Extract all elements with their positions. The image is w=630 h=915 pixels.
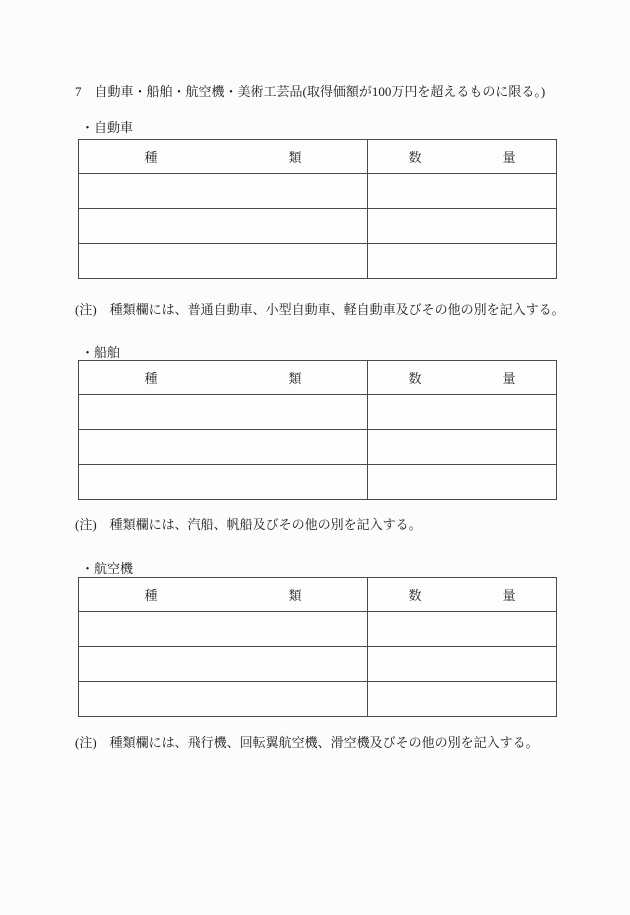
ship-table (78, 360, 557, 500)
subsection-label-automobile: ・自動車 (81, 120, 134, 135)
type-header-chars (79, 368, 367, 387)
type-cell (79, 209, 368, 244)
table-row (79, 465, 557, 500)
quantity-cell (368, 465, 557, 500)
quantity-header-char-left: 数 (408, 371, 422, 386)
quantity-header-char-right: 量 (502, 371, 516, 386)
quantity-header-chars (368, 147, 556, 166)
table-header-row (79, 140, 557, 174)
table-row (79, 174, 557, 209)
type-cell (79, 174, 368, 209)
table-row (79, 682, 557, 717)
type-cell (79, 395, 368, 430)
quantity-header-char-right: 量 (502, 150, 516, 165)
page-heading: 7 自動車・船舶・航空機・美術工芸品(取得価額が100万円を超えるものに限る。) (75, 84, 546, 99)
table-row (79, 244, 557, 279)
column-header-quantity (368, 140, 557, 174)
type-header-char-left: 種 (144, 150, 158, 165)
table-row (79, 430, 557, 465)
table-row (79, 647, 557, 682)
quantity-cell (368, 395, 557, 430)
quantity-header-chars (368, 368, 556, 387)
table-header-row (79, 361, 557, 395)
type-cell (79, 244, 368, 279)
table-row (79, 209, 557, 244)
quantity-cell (368, 209, 557, 244)
column-header-quantity (368, 578, 557, 612)
subsection-label-aircraft: ・航空機 (81, 561, 134, 576)
type-header-chars (79, 585, 367, 604)
aircraft-table (78, 577, 557, 717)
table-row (79, 612, 557, 647)
automobile-table (78, 139, 557, 279)
column-header-type (79, 140, 368, 174)
type-cell (79, 682, 368, 717)
note-aircraft: (注) 種類欄には、飛行機、回転翼航空機、滑空機及びその他の別を記入する。 (75, 735, 539, 750)
type-header-char-left: 種 (144, 371, 158, 386)
subsection-label-ship: ・船舶 (81, 345, 121, 360)
column-header-quantity (368, 361, 557, 395)
table-row (79, 395, 557, 430)
quantity-header-chars (368, 585, 556, 604)
type-cell (79, 647, 368, 682)
quantity-header-char-right: 量 (502, 588, 516, 603)
type-header-char-left: 種 (144, 588, 158, 603)
type-header-chars (79, 147, 367, 166)
quantity-cell (368, 244, 557, 279)
type-header-char-right: 類 (288, 371, 302, 386)
table-header-row (79, 578, 557, 612)
type-header-char-right: 類 (288, 150, 302, 165)
quantity-cell (368, 174, 557, 209)
type-cell (79, 612, 368, 647)
quantity-header-char-left: 数 (408, 588, 422, 603)
quantity-cell (368, 430, 557, 465)
column-header-type (79, 578, 368, 612)
quantity-header-char-left: 数 (408, 150, 422, 165)
quantity-cell (368, 682, 557, 717)
quantity-cell (368, 647, 557, 682)
quantity-cell (368, 612, 557, 647)
note-ship: (注) 種類欄には、汽船、帆船及びその他の別を記入する。 (75, 517, 422, 532)
type-header-char-right: 類 (288, 588, 302, 603)
note-automobile: (注) 種類欄には、普通自動車、小型自動車、軽自動車及びその他の別を記入する。 (75, 302, 565, 317)
type-cell (79, 465, 368, 500)
type-cell (79, 430, 368, 465)
column-header-type (79, 361, 368, 395)
